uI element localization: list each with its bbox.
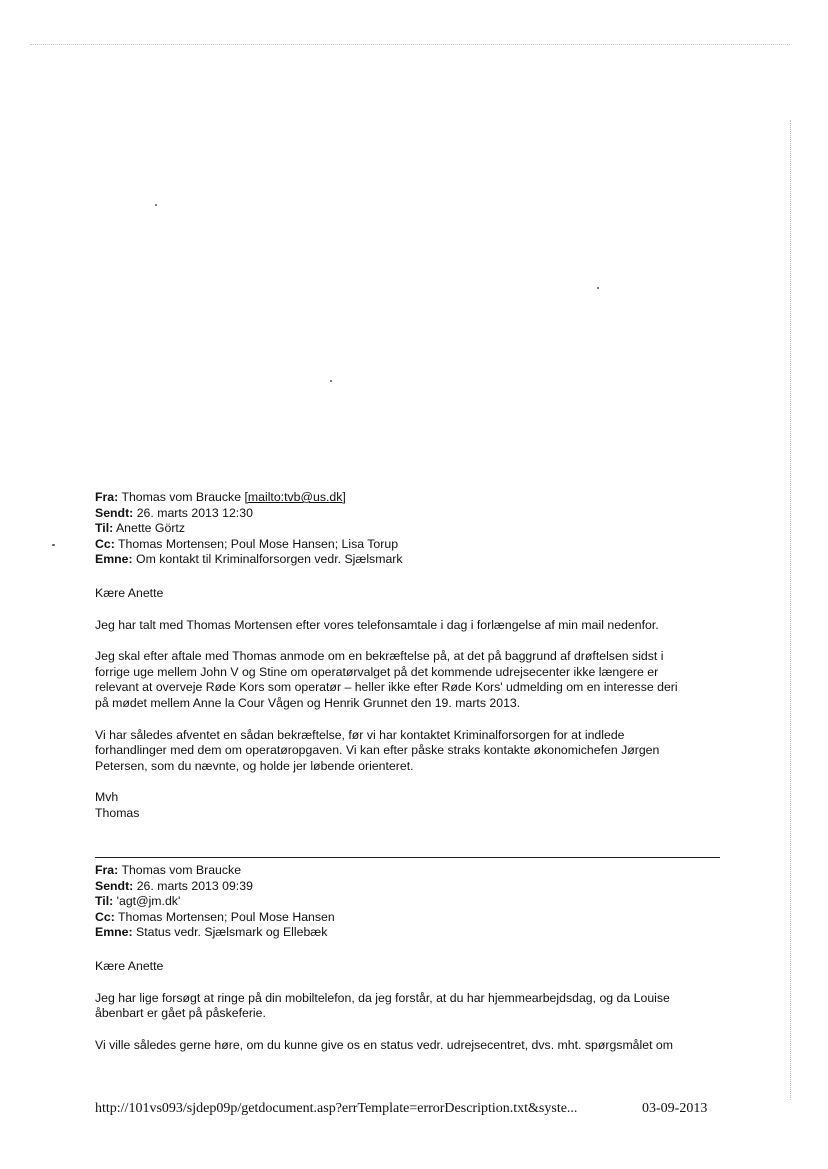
to-label: Til: bbox=[95, 894, 114, 909]
email-header-subject bbox=[95, 552, 735, 568]
subject-value: Om kontakt til Kriminalforsorgen vedr. Sjælsmark bbox=[136, 552, 403, 567]
sent-value: 26. marts 2013 09:39 bbox=[136, 878, 253, 893]
email-header-from bbox=[95, 863, 735, 879]
paragraph-line: Petersen, som du nævnte, og holde jer løbende orienteret. bbox=[95, 758, 414, 773]
to-value: 'agt@jm.dk' bbox=[116, 894, 181, 909]
paragraph-line: Jeg har lige forsøgt at ringe på din mobiltelefon, da jeg forstår, at du har hjemmearbejdsdag, og da Louise bbox=[95, 990, 670, 1005]
email-header-subject bbox=[95, 925, 735, 941]
sent-label: Sendt: bbox=[95, 878, 134, 893]
subject-label: Emne: bbox=[95, 552, 133, 567]
paragraph-line: forrige uge mellem John V og Stine om operatørvalget på det kommende udrejsecenter ikke længere er bbox=[95, 664, 659, 679]
cc-label: Cc: bbox=[95, 536, 115, 551]
scan-speck bbox=[597, 287, 599, 289]
print-footer-date: 03-09-2013 bbox=[642, 1101, 708, 1116]
paragraph-2 bbox=[95, 649, 735, 711]
scan-speck bbox=[155, 204, 157, 206]
greeting: Kære Anette bbox=[95, 958, 164, 973]
subject-label: Emne: bbox=[95, 925, 133, 940]
to-value: Anette Görtz bbox=[115, 521, 186, 536]
email-header-cc bbox=[95, 537, 735, 553]
paragraph-line: Vi ville således gerne høre, om du kunne give os en status vedr. udrejsecentret, dvs. mht. spørgsmålet om bbox=[95, 1037, 674, 1052]
from-value: Thomas vom Braucke bbox=[121, 863, 242, 877]
scan-speck bbox=[330, 380, 332, 382]
email-header-sent bbox=[95, 879, 735, 895]
paragraph-1: Jeg har talt med Thomas Mortensen efter vores telefonsamtale i dag i forlængelse af min mail nedenfor. bbox=[95, 617, 659, 632]
email-message-1 bbox=[95, 490, 735, 822]
email-header-cc bbox=[95, 910, 735, 926]
cc-value: Thomas Mortensen; Poul Mose Hansen; Lisa Torup bbox=[118, 536, 399, 551]
paragraph-line: forhandlinger med dem om operatøropgaven. Vi kan efter påske straks kontakte økonomichefen Jørgen bbox=[95, 743, 660, 758]
cc-value: Thomas Mortensen; Poul Mose Hansen bbox=[118, 909, 335, 924]
email-header-sent bbox=[95, 506, 735, 522]
email-header-from bbox=[95, 490, 735, 506]
closing: Mvh bbox=[95, 790, 119, 805]
paragraph-line: Vi har således afventet en sådan bekræftelse, før vi har kontaktet Kriminalforsorgen for at indlede bbox=[95, 727, 625, 742]
cc-label: Cc: bbox=[95, 909, 115, 924]
from-label: Fra: bbox=[95, 490, 119, 504]
email-header-to bbox=[95, 894, 735, 910]
scan-noise-top bbox=[30, 44, 790, 51]
print-footer-url: http://101vs093/sjdep09p/getdocument.asp?errTemplate=errorDescription.txt&syste... bbox=[95, 1101, 578, 1116]
sent-value: 26. marts 2013 12:30 bbox=[136, 505, 253, 520]
greeting: Kære Anette bbox=[95, 585, 164, 600]
from-value: Thomas vom Braucke bbox=[121, 490, 242, 504]
paragraph-1 bbox=[95, 991, 735, 1022]
sent-label: Sendt: bbox=[95, 505, 134, 520]
email-message-2 bbox=[95, 863, 735, 1053]
from-mailto-link[interactable]: [mailto:tvb@us.dk] bbox=[244, 490, 346, 504]
paragraph-2 bbox=[95, 1038, 735, 1054]
scan-speck bbox=[52, 544, 55, 546]
paragraph-line: Jeg skal efter aftale med Thomas anmode om en bekræftelse på, at det på baggrund af drøftelsen sidst i bbox=[95, 649, 664, 664]
paragraph-line: på mødet mellem Anne la Cour Vågen og Henrik Grunnet den 19. marts 2013. bbox=[95, 695, 521, 710]
email-header-to bbox=[95, 521, 735, 537]
signature: Thomas bbox=[95, 805, 140, 820]
from-label: Fra: bbox=[95, 863, 119, 877]
paragraph-line: relevant at overveje Røde Kors som operatør – heller ikke efter Røde Kors' udmelding om en interesse deri bbox=[95, 680, 678, 695]
paragraph-3 bbox=[95, 728, 735, 775]
subject-value: Status vedr. Sjælsmark og Ellebæk bbox=[136, 925, 328, 940]
paragraph-line: åbenbart er gået på påskeferie. bbox=[95, 1006, 266, 1021]
scan-edge-line bbox=[790, 120, 791, 1100]
to-label: Til: bbox=[95, 521, 114, 536]
message-divider bbox=[95, 857, 720, 858]
